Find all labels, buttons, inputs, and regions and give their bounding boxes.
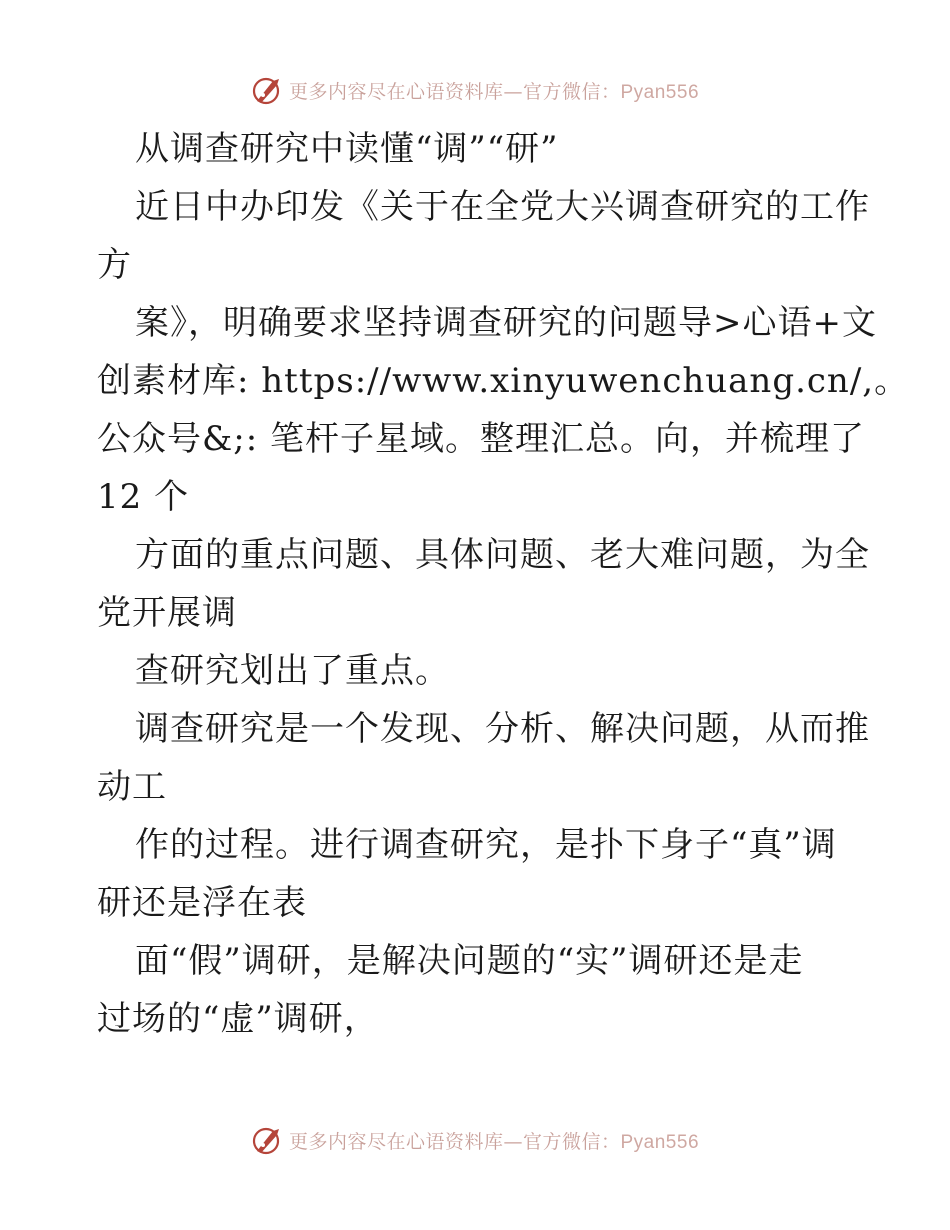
text-line: 方 xyxy=(97,245,132,285)
text-line: 作的过程。进行调查研究，是扑下身子“真”调 xyxy=(135,825,837,865)
footer-watermark-banner xyxy=(0,1120,950,1160)
text-line: 近日中办印发《关于在全党大兴调查研究的工作 xyxy=(135,187,870,227)
text-line: 方面的重点问题、具体问题、老大难问题，为全 xyxy=(135,535,870,575)
text-line: 过场的“虚”调研， xyxy=(97,999,379,1039)
text-line: 调查研究是一个发现、分析、解决问题，从而推 xyxy=(135,709,870,749)
watermark-text: 更多内容尽在心语资料库—官方微信：Pyan556 xyxy=(288,1130,700,1153)
text-line: 动工 xyxy=(97,767,167,807)
text-line: 公众号&;: 笔杆子星域。整理汇总。向，并梳理了 xyxy=(97,419,865,459)
text-line: 12 个 xyxy=(97,477,190,517)
text-line: 面“假”调研，是解决问题的“实”调研还是走 xyxy=(135,941,804,981)
header-watermark-banner xyxy=(0,70,950,110)
pen-nib-circle-icon xyxy=(251,73,285,107)
text-line: 研还是浮在表 xyxy=(97,883,307,923)
doc-title: 从调查研究中读懂“调”“研” xyxy=(135,129,559,169)
document-body xyxy=(97,120,910,1048)
watermark-text: 更多内容尽在心语资料库—官方微信：Pyan556 xyxy=(288,80,700,103)
text-line: 创素材库: https://www.xinyuwenchuang.cn/,。 xyxy=(97,361,910,401)
text-line: 查研究划出了重点。 xyxy=(135,651,450,691)
text-line: 党开展调 xyxy=(97,593,237,633)
pen-nib-circle-icon xyxy=(251,1123,285,1157)
text-line: 案》，明确要求坚持调查研究的问题导>心语+文 xyxy=(135,303,877,343)
